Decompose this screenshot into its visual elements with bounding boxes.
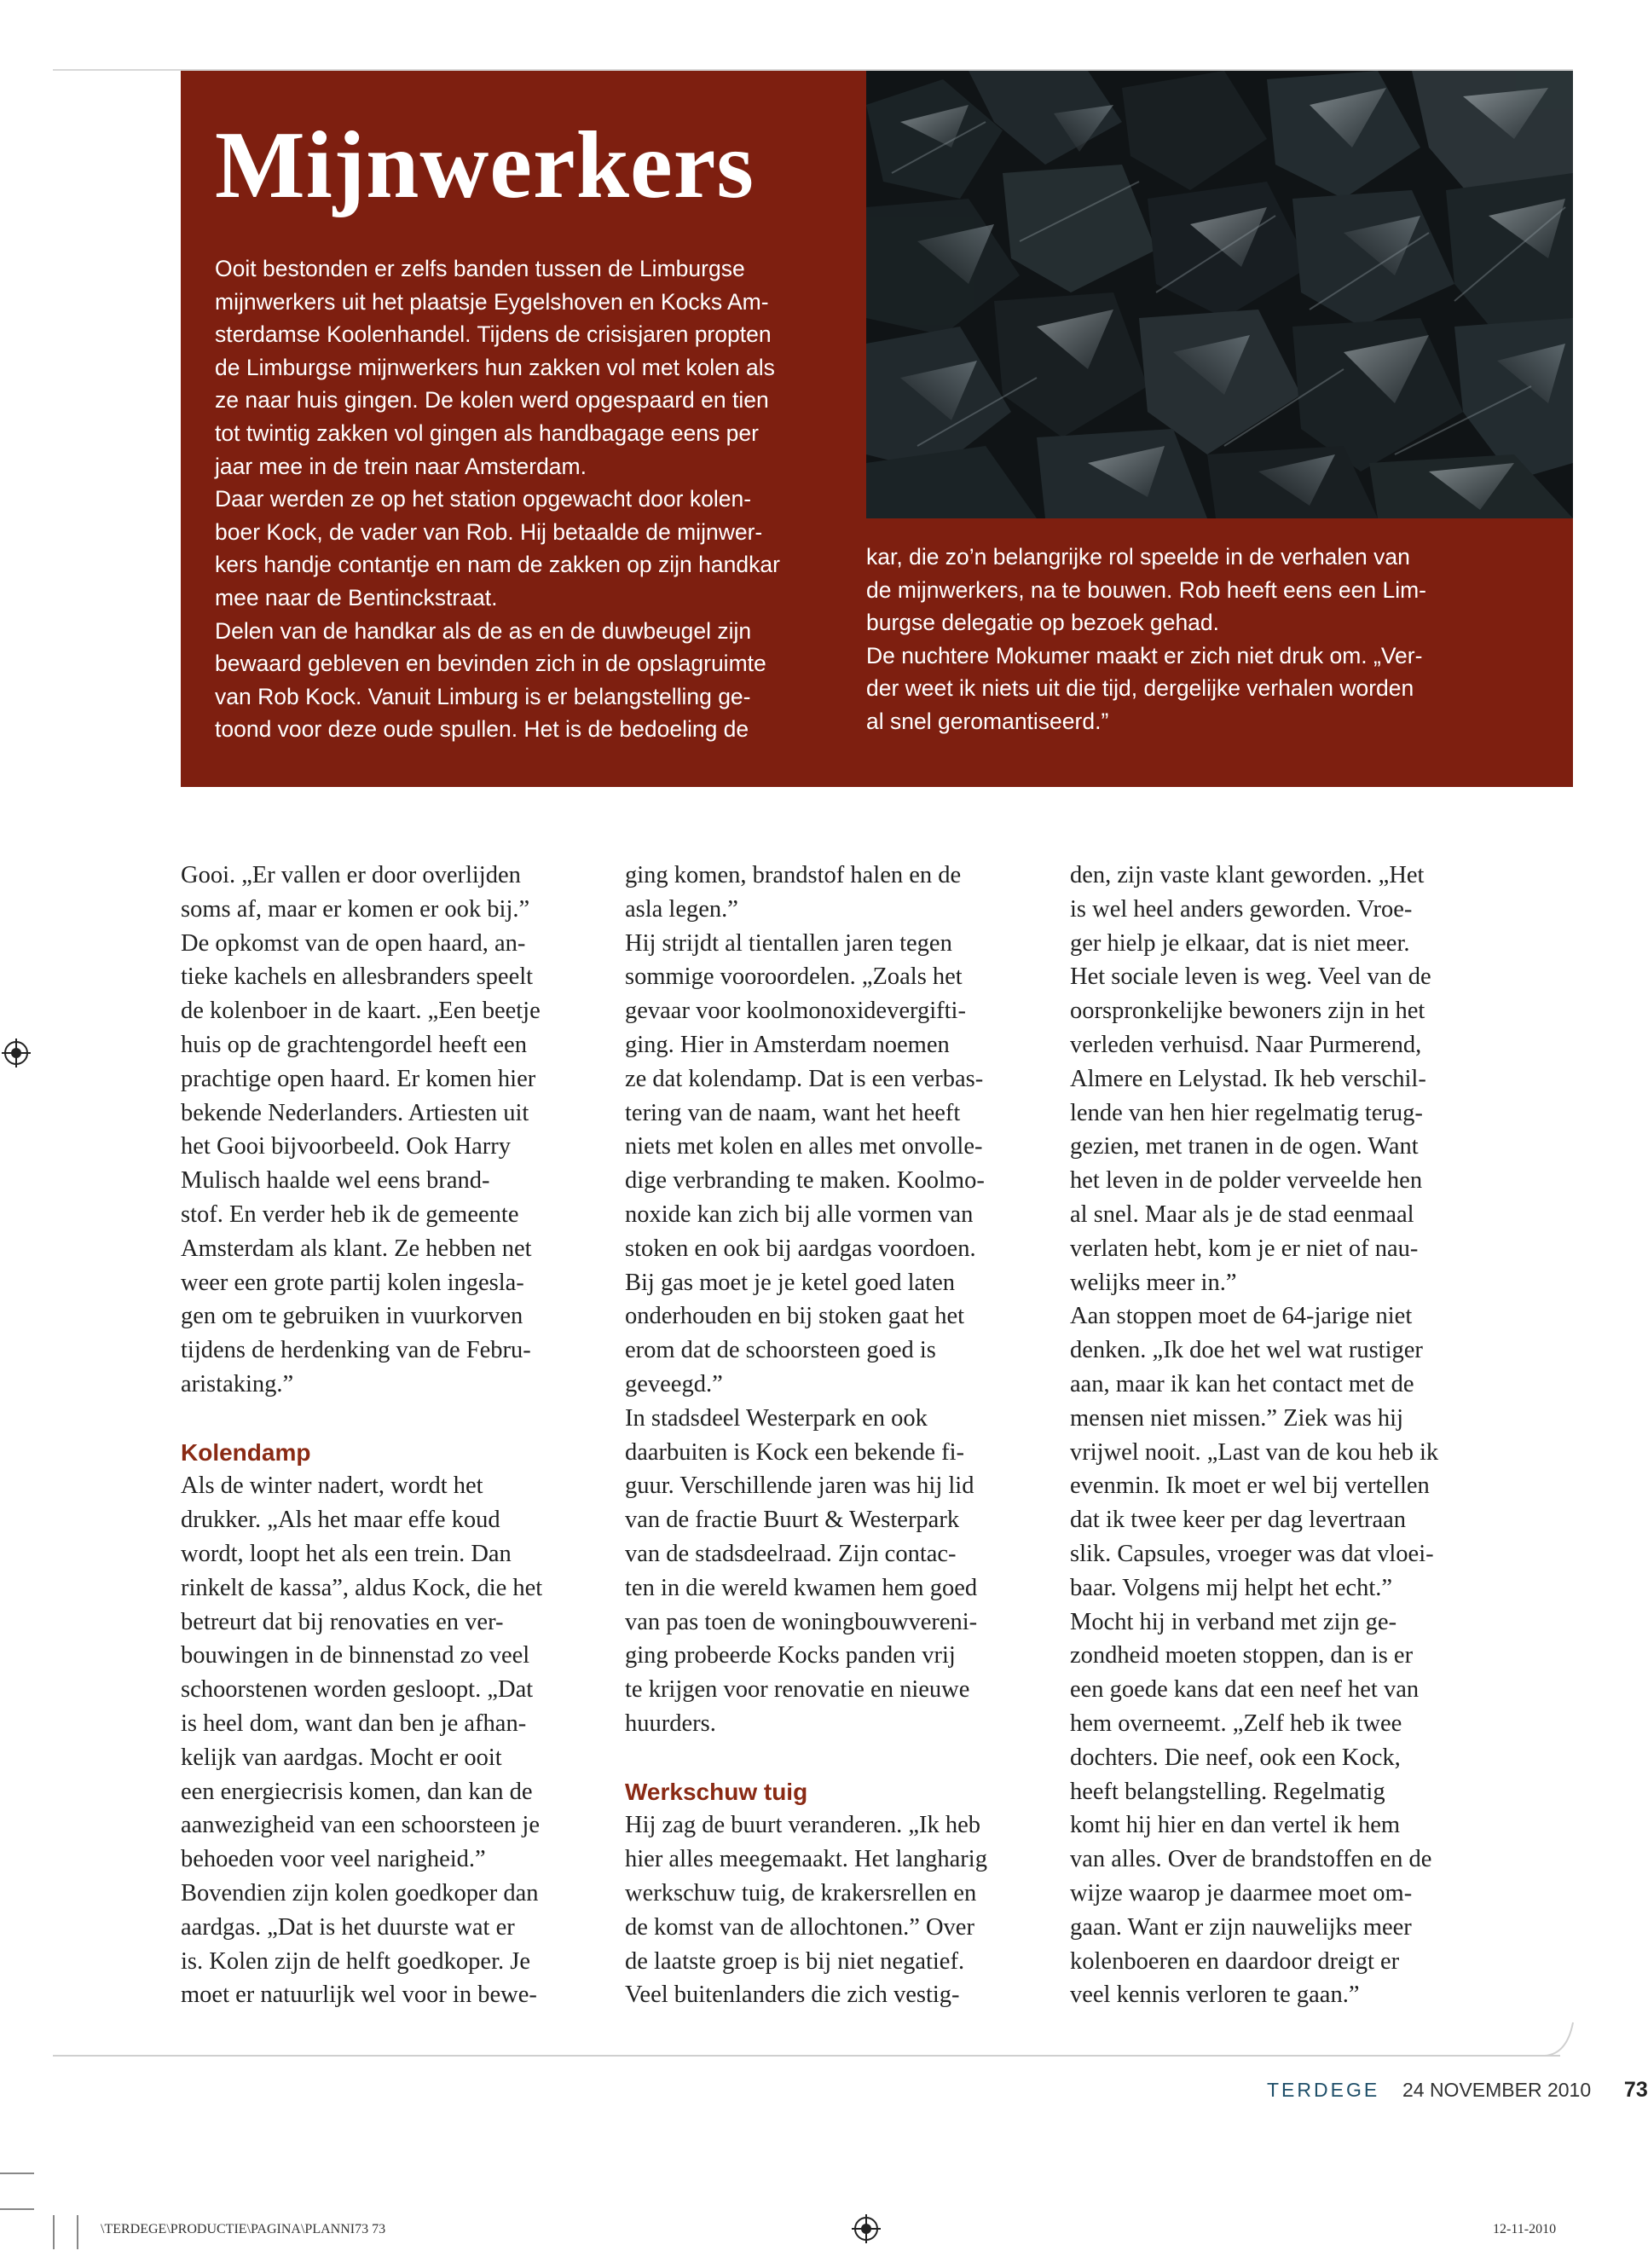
article-text-line: tieke kachels en allesbranders speelt — [181, 963, 534, 991]
article-text-line: rinkelt de kassa”, aldus Kock, die het — [181, 1574, 543, 1601]
box-text-line: Daar werden ze op het station opgewacht door kolen- — [215, 486, 752, 512]
article-text-line: is heel dom, want dan ben je afhan- — [181, 1710, 527, 1737]
crop-mark — [53, 2215, 55, 2249]
article-text-line: ging probeerde Kocks panden vrij — [625, 1642, 956, 1669]
article-text-line: heeft belangstelling. Regelmatig — [1070, 1778, 1385, 1805]
article-text-line: dige verbranding te maken. Koolmo- — [625, 1167, 985, 1195]
article-text-line: huurders. — [625, 1710, 716, 1737]
box-text-line: de Limburgse mijnwerkers hun zakken vol met kolen als — [215, 354, 775, 380]
article-text-line: veel kennis verloren te gaan.” — [1070, 1982, 1360, 2009]
article-text-line: verlaten hebt, kom je er niet of nau- — [1070, 1235, 1419, 1262]
article-text-line: stof. En verder heb ik de gemeente — [181, 1201, 519, 1228]
article-text-line: onderhouden en bij stoken gaat het — [625, 1303, 965, 1330]
issue-date: 24 NOVEMBER 2010 — [1402, 2079, 1592, 2101]
article-text-line: de laatste groep is bij niet negatief. — [625, 1947, 965, 1975]
article-text-line: is wel heel anders geworden. Vroe- — [1070, 895, 1413, 923]
article-text-line: daarbuiten is Kock een bekende fi- — [625, 1438, 965, 1466]
print-slug-date: 12-11-2010 — [1493, 2222, 1557, 2236]
article-text-line: Gooi. „Er vallen er door overlijden — [181, 862, 521, 888]
article-text-line: aardgas. „Dat is het duurste wat er — [181, 1913, 515, 1941]
page-curl-icon — [1545, 2022, 1573, 2058]
article-text-line: In stadsdeel Westerpark en ook — [625, 1404, 928, 1432]
article-text-line: ten in die wereld kwamen hem goed — [625, 1574, 978, 1601]
article-text-line: gen om te gebruiken in vuurkorven — [181, 1303, 523, 1330]
article-text-line: oorspronkelijke bewoners zijn in het — [1070, 998, 1425, 1025]
article-text-line: ze dat kolendamp. Dat is een verbas- — [625, 1065, 984, 1092]
article-text-line: noxide kan zich bij alle vormen van — [625, 1201, 974, 1228]
article-text-line: gezien, met tranen in de ogen. Want — [1070, 1133, 1419, 1160]
article-text-line: mensen niet missen.” Ziek was hij — [1070, 1404, 1403, 1432]
registration-mark-bottom-icon — [852, 2214, 881, 2243]
box-text-line: boer Kock, de vader van Rob. Hij betaalde de mijnwer- — [215, 518, 763, 545]
article-text-line: stoken en ook bij aardgas voordoen. — [625, 1235, 976, 1262]
registration-mark-icon — [2, 1039, 31, 1067]
article-text-line: schoorstenen worden gesloopt. „Dat — [181, 1676, 534, 1704]
article-text-line: van pas toen de woningbouwvereni- — [625, 1608, 978, 1635]
box-text-line: jaar mee in de trein naar Amsterdam. — [215, 453, 587, 479]
article-text-line: erom dat de schoorsteen goed is — [625, 1337, 936, 1364]
article-text-line: zondheid moeten stoppen, dan is er — [1070, 1642, 1414, 1669]
article-column-3 — [1070, 859, 1438, 2012]
article-text-line: een energiecrisis komen, dan kan de — [181, 1778, 533, 1805]
article-text-line: bekende Nederlanders. Artiesten uit — [181, 1099, 529, 1126]
box-text-line: tot twintig zakken vol gingen als handbagage eens per — [215, 419, 759, 446]
article-text-line: Het sociale leven is weg. Veel van de — [1070, 963, 1431, 991]
article-text-line: tijdens de herdenking van de Febru- — [181, 1337, 531, 1364]
magazine-name: TERDEGE — [1267, 2079, 1380, 2101]
box-text-line: kar, die zo’n belangrijke rol speelde in de verhalen van — [866, 544, 1410, 570]
article-text-line: moet er natuurlijk wel voor in bewe- — [181, 1982, 537, 2009]
article-text-line: aristaking.” — [181, 1370, 294, 1397]
article-text-line: is. Kolen zijn de helft goedkoper. Je — [181, 1947, 530, 1975]
article-text-line: tering van de naam, want het heeft — [625, 1099, 961, 1126]
box-text-column-1 — [215, 252, 780, 746]
box-text-line: der weet ik niets uit die tijd, dergelijke verhalen worden — [866, 675, 1414, 702]
article-text-line: baar. Volgens mij helpt het echt.” — [1070, 1574, 1393, 1601]
article-text-line: Aan stoppen moet de 64-jarige niet — [1070, 1303, 1413, 1330]
article-text-line: geveegd.” — [625, 1370, 723, 1397]
article-text-line: drukker. „Als het maar effe koud — [181, 1507, 500, 1534]
article-text-line: kolenboeren en daardoor dreigt er — [1070, 1947, 1400, 1975]
article-text-line: huis op de grachtengordel heeft een — [181, 1031, 527, 1058]
article-text-line: welijks meer in.” — [1070, 1269, 1237, 1296]
article-text-line: van de stadsdeelraad. Zijn contac- — [625, 1540, 957, 1567]
article-text-line: bouwingen in de binnenstad zo veel — [181, 1642, 530, 1669]
article-text-line: dochters. Die neef, ook een Kock, — [1070, 1744, 1401, 1771]
article-text-line: verleden verhuisd. Naar Purmerend, — [1070, 1031, 1422, 1058]
article-text-line: Almere en Lelystad. Ik heb verschil- — [1070, 1065, 1426, 1092]
article-text-line: behoeden voor veel narigheid.” — [181, 1846, 486, 1873]
article-text-line: sommige vooroordelen. „Zoals het — [625, 963, 963, 991]
box-text-line: sterdamse Koolenhandel. Tijdens de crisisjaren propten — [215, 321, 772, 348]
box-text-line: Ooit bestonden er zelfs banden tussen de Limburgse — [215, 256, 745, 281]
crop-mark — [0, 2208, 34, 2210]
article-text-line: Bij gas moet je je ketel goed laten — [625, 1269, 956, 1296]
page-footer — [1267, 2078, 1648, 2103]
article-text-line: wijze waarop je daarmee moet om- — [1070, 1879, 1413, 1906]
box-text-line: De nuchtere Mokumer maakt er zich niet druk om. „Ver- — [866, 642, 1423, 668]
article-text-line: soms af, maar er komen er ook bij.” — [181, 895, 530, 923]
article-text-line: vrijwel nooit. „Last van de kou heb ik — [1070, 1438, 1439, 1466]
box-text-line: Delen van de handkar als de as en de duwbeugel zijn — [215, 617, 752, 644]
article-text-line: Hij strijdt al tientallen jaren tegen — [625, 929, 952, 957]
box-text-column-2 — [866, 541, 1426, 738]
article-text-line: denken. „Ik doe het wel wat rustiger — [1070, 1337, 1423, 1364]
article-text-line: lende van hen hier regelmatig terug- — [1070, 1099, 1423, 1126]
article-text-line: werkschuw tuig, de krakersrellen en — [625, 1879, 977, 1906]
article-column-2 — [625, 859, 987, 2012]
crop-mark — [77, 2215, 78, 2249]
article-text-line: slik. Capsules, vroeger was dat vloei- — [1070, 1540, 1434, 1567]
article-text-line: ger hielp je elkaar, dat is niet meer. — [1070, 929, 1410, 957]
article-text-line: hier alles meegemaakt. Het langharig — [625, 1846, 987, 1873]
article-text-line: betreurt dat bij renovaties en ver- — [181, 1608, 504, 1635]
article-text-line: den, zijn vaste klant geworden. „Het — [1070, 862, 1425, 888]
article-text-line: het Gooi bijvoorbeeld. Ook Harry — [181, 1133, 512, 1160]
article-text-line: gaan. Want er zijn nauwelijks meer — [1070, 1913, 1412, 1941]
box-text-line: kers handje contantje en nam de zakken op zijn handkar — [215, 552, 780, 578]
article-text-line: komt hij hier en dan vertel ik hem — [1070, 1812, 1401, 1839]
print-slug-path: \TERDEGE\PRODUCTIE\PAGINA\PLANNI73 73 — [101, 2222, 386, 2236]
page-number: 73 — [1623, 2078, 1648, 2102]
article-text-line: de komst van de allochtonen.” Over — [625, 1913, 974, 1941]
paragraph-gap — [625, 1741, 987, 1775]
bottom-rule — [53, 2055, 1560, 2057]
box-text-line: mee naar de Bentinckstraat. — [215, 584, 498, 610]
section-subheading: Werkschuw tuig — [625, 1778, 808, 1805]
article-text-line: Amsterdam als klant. Ze hebben net — [181, 1235, 532, 1262]
article-text-line: van de fractie Buurt & Westerpark — [625, 1507, 960, 1534]
article-text-line: evenmin. Ik moet er wel bij vertellen — [1070, 1472, 1430, 1500]
article-text-line: Hij zag de buurt veranderen. „Ik heb — [625, 1812, 981, 1839]
article-text-line: kelijk van aardgas. Mocht er ooit — [181, 1744, 502, 1771]
article-text-line: het leven in de polder verveelde hen — [1070, 1167, 1423, 1195]
box-text-line: toond voor deze oude spullen. Het is de bedoeling de — [215, 716, 749, 743]
article-text-line: ging komen, brandstof halen en de — [625, 862, 962, 888]
article-text-line: prachtige open haard. Er komen hier — [181, 1065, 536, 1092]
article-text-line: De opkomst van de open haard, an- — [181, 929, 526, 957]
article-text-line: ging. Hier in Amsterdam noemen — [625, 1031, 950, 1058]
box-text-line: ze naar huis gingen. De kolen werd opgespaard en tien — [215, 387, 769, 414]
article-text-line: een goede kans dat een neef het van — [1070, 1676, 1420, 1704]
article-text-line: asla legen.” — [625, 895, 738, 923]
article-column-1 — [181, 859, 542, 2012]
paragraph-gap — [181, 1402, 542, 1436]
article-text-line: Als de winter nadert, wordt het — [181, 1472, 483, 1500]
article-text-line: dat ik twee keer per dag levertraan — [1070, 1507, 1407, 1534]
box-text-line: de mijnwerkers, na te bouwen. Rob heeft eens een Lim- — [866, 576, 1426, 603]
article-text-line: Mulisch haalde wel eens brand- — [181, 1167, 490, 1195]
box-text-line: van Rob Kock. Vanuit Limburg is er belangstelling ge- — [215, 683, 751, 709]
article-text-line: Veel buitenlanders die zich vestig- — [625, 1982, 960, 2009]
article-text-line: weer een grote partij kolen ingesla- — [181, 1269, 524, 1296]
article-text-line: guur. Verschillende jaren was hij lid — [625, 1472, 974, 1500]
box-text-line: bewaard gebleven en bevinden zich in de opslagruimte — [215, 651, 766, 677]
article-text-line: niets met kolen en alles met onvolle- — [625, 1133, 983, 1160]
article-text-line: Bovendien zijn kolen goedkoper dan — [181, 1879, 539, 1906]
section-subheading: Kolendamp — [181, 1438, 311, 1466]
article-text-line: hem overneemt. „Zelf heb ik twee — [1070, 1710, 1402, 1737]
article-text-line: van alles. Over de brandstoffen en de — [1070, 1846, 1432, 1873]
article-text-line: aan, maar ik kan het contact met de — [1070, 1370, 1414, 1397]
crop-mark — [0, 2173, 34, 2174]
article-text-line: aanwezigheid van een schoorsteen je — [181, 1812, 540, 1839]
article-text-line: te krijgen voor renovatie en nieuwe — [625, 1676, 970, 1704]
box-text-line: burgse delegatie op bezoek gehad. — [866, 610, 1220, 636]
box-text-line: al snel geromantiseerd.” — [866, 708, 1109, 734]
article-text-line: de kolenboer in de kaart. „Een beetje — [181, 998, 541, 1025]
box-text-line: mijnwerkers uit het plaatsje Eygelshoven en Kocks Am- — [215, 288, 769, 315]
article-text-line: gevaar voor koolmonoxidevergifti- — [625, 998, 966, 1025]
article-text-line: wordt, loopt het als een trein. Dan — [181, 1540, 512, 1567]
article-text-line: al snel. Maar als je de stad eenmaal — [1070, 1201, 1414, 1228]
box-title: Mijnwerkers — [215, 113, 755, 218]
coal-photo — [866, 71, 1573, 518]
article-text-line: Mocht hij in verband met zijn ge- — [1070, 1608, 1397, 1635]
